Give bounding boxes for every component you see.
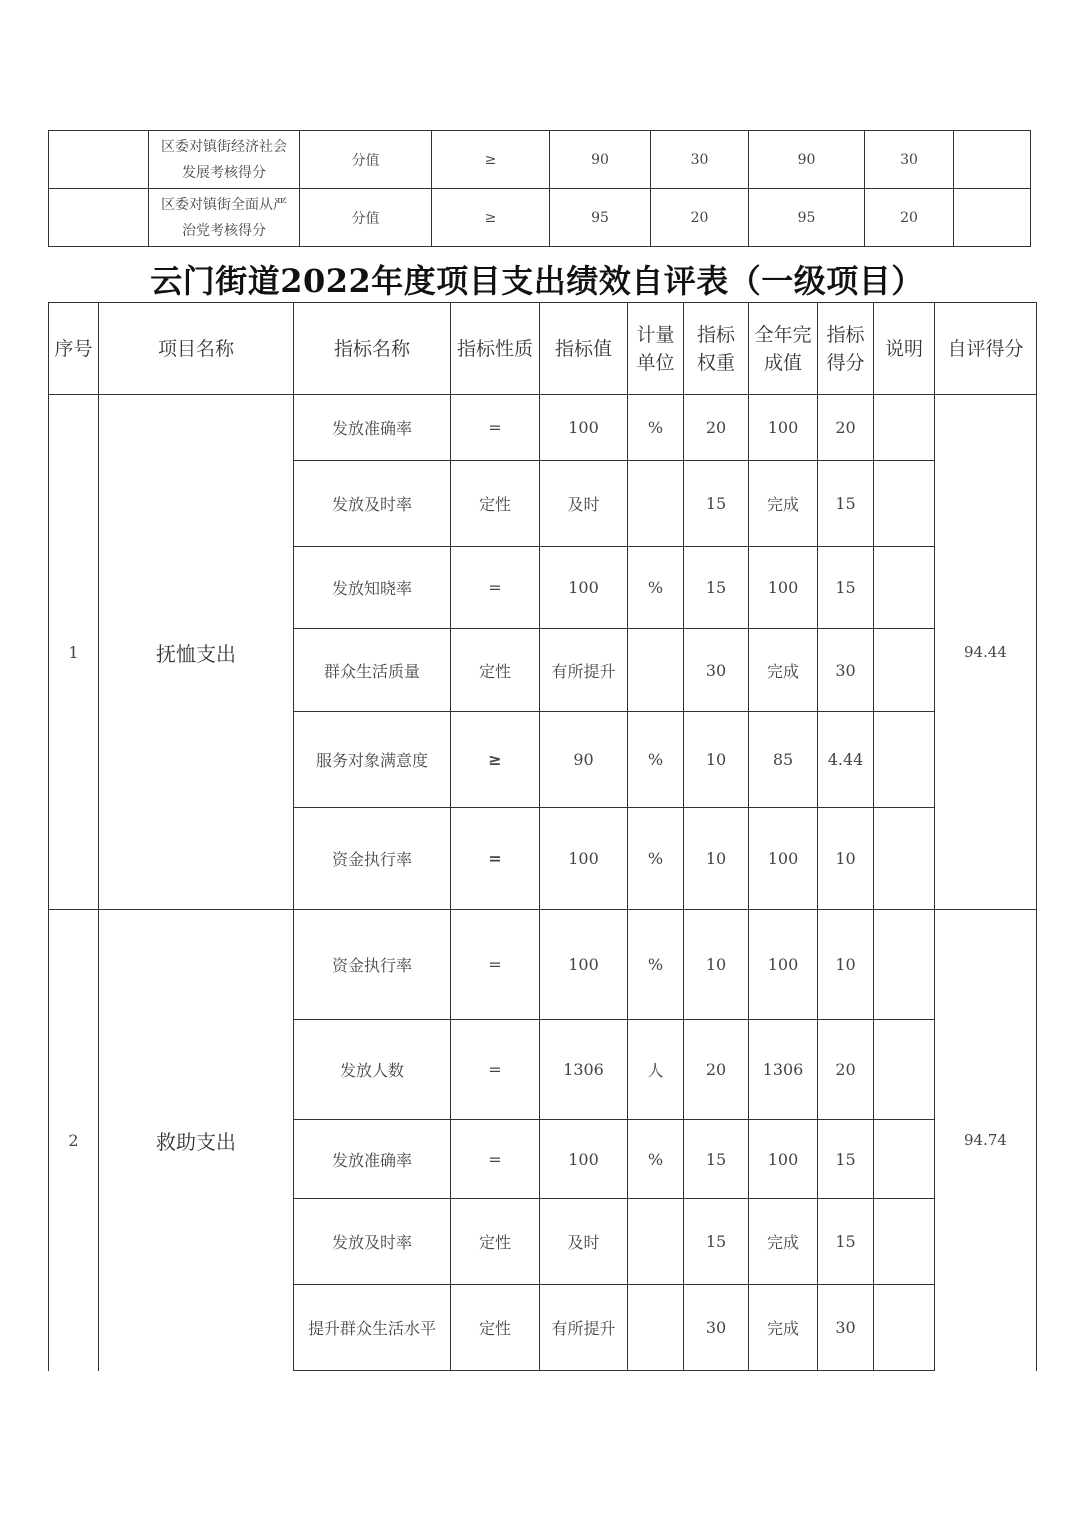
indicator-cell: 服务对象满意度 — [294, 712, 451, 808]
header-nature: 指标性质 — [451, 303, 540, 395]
score-cell: 10 — [818, 808, 874, 910]
table-row — [49, 395, 1037, 461]
blank-cell — [49, 189, 149, 247]
indicator-cell: 发放及时率 — [294, 461, 451, 547]
actual-cell: 100 — [749, 1120, 818, 1199]
page-title: 云门街道2022年度项目支出绩效自评表（一级项目） — [150, 262, 924, 300]
header-weight-line: 指标 — [696, 323, 735, 346]
score-cell: 15 — [818, 547, 874, 629]
nature-cell: = — [451, 395, 540, 461]
indicator-name-cell — [149, 189, 300, 247]
actual-cell: 85 — [749, 712, 818, 808]
weight-cell: 20 — [684, 395, 749, 461]
indicator-cell: 资金执行率 — [294, 910, 451, 1020]
value-cell: 90 — [540, 712, 628, 808]
unit-cell: 分值 — [300, 131, 432, 189]
actual-cell: 95 — [749, 189, 865, 247]
unit-cell: % — [628, 910, 684, 1020]
note-cell — [874, 1285, 935, 1371]
weight-cell: 15 — [684, 547, 749, 629]
header-actual-line: 成值 — [763, 351, 802, 374]
indicator-cell: 发放人数 — [294, 1020, 451, 1120]
value-cell: 100 — [540, 395, 628, 461]
actual-cell: 完成 — [749, 1285, 818, 1371]
project-name-cell: 抚恤支出 — [99, 395, 294, 910]
nature-cell: = — [451, 808, 540, 910]
score-cell: 20 — [818, 395, 874, 461]
self-score-cell: 94.44 — [935, 395, 1037, 910]
header-actual — [749, 303, 818, 395]
header-score-line: 得分 — [826, 351, 865, 374]
weight-cell: 20 — [684, 1020, 749, 1120]
seq-cell: 2 — [49, 910, 99, 1371]
note-cell — [874, 712, 935, 808]
header-score — [818, 303, 874, 395]
score-cell: 30 — [818, 629, 874, 712]
score-cell: 30 — [818, 1285, 874, 1371]
indicator-name-cell — [149, 131, 300, 189]
nature-cell: ≥ — [451, 712, 540, 808]
value-cell: 100 — [540, 910, 628, 1020]
header-weight — [684, 303, 749, 395]
note-cell — [874, 395, 935, 461]
unit-cell — [628, 1199, 684, 1285]
nature-cell: = — [451, 1020, 540, 1120]
indicator-name-line: 区委对镇街全面从严 — [161, 196, 287, 213]
value-cell: 100 — [540, 1120, 628, 1199]
target-cell: 95 — [550, 189, 651, 247]
table-row — [49, 131, 1031, 189]
actual-cell: 完成 — [749, 1199, 818, 1285]
indicator-cell: 发放准确率 — [294, 395, 451, 461]
unit-cell: % — [628, 712, 684, 808]
nature-cell: ≥ — [432, 189, 550, 247]
unit-cell: 人 — [628, 1020, 684, 1120]
note-cell — [874, 1120, 935, 1199]
score-cell: 15 — [818, 461, 874, 547]
score-cell: 20 — [818, 1020, 874, 1120]
value-cell: 有所提升 — [540, 1285, 628, 1371]
actual-cell: 完成 — [749, 629, 818, 712]
header-project: 项目名称 — [99, 303, 294, 395]
score-cell: 15 — [818, 1120, 874, 1199]
weight-cell: 10 — [684, 910, 749, 1020]
nature-cell: = — [451, 1120, 540, 1199]
note-cell — [954, 131, 1031, 189]
header-unit-line: 计量 — [636, 323, 675, 346]
note-cell — [874, 629, 935, 712]
value-cell: 及时 — [540, 1199, 628, 1285]
actual-cell: 100 — [749, 910, 818, 1020]
header-actual-line: 全年完 — [754, 323, 812, 346]
header-weight-line: 权重 — [696, 351, 735, 374]
weight-cell: 15 — [684, 1120, 749, 1199]
value-cell: 1306 — [540, 1020, 628, 1120]
indicator-cell: 提升群众生活水平 — [294, 1285, 451, 1371]
header-unit — [628, 303, 684, 395]
blank-cell — [49, 131, 149, 189]
nature-cell: ≥ — [432, 131, 550, 189]
unit-cell: % — [628, 547, 684, 629]
weight-cell: 30 — [651, 131, 749, 189]
nature-cell: = — [451, 547, 540, 629]
note-cell — [874, 1199, 935, 1285]
weight-cell: 10 — [684, 808, 749, 910]
header-self-score: 自评得分 — [935, 303, 1037, 395]
weight-cell: 30 — [684, 1285, 749, 1371]
note-cell — [874, 1020, 935, 1120]
actual-cell: 90 — [749, 131, 865, 189]
note-cell — [874, 547, 935, 629]
performance-table — [48, 302, 1037, 1371]
unit-cell — [628, 461, 684, 547]
indicator-cell: 群众生活质量 — [294, 629, 451, 712]
weight-cell: 15 — [684, 1199, 749, 1285]
weight-cell: 20 — [651, 189, 749, 247]
note-cell — [874, 808, 935, 910]
actual-cell: 100 — [749, 547, 818, 629]
nature-cell: 定性 — [451, 1199, 540, 1285]
header-note: 说明 — [874, 303, 935, 395]
continuation-table — [48, 130, 1031, 247]
unit-cell: % — [628, 395, 684, 461]
value-cell: 100 — [540, 808, 628, 910]
project-name-cell: 救助支出 — [99, 910, 294, 1371]
weight-cell: 30 — [684, 629, 749, 712]
unit-cell — [628, 1285, 684, 1371]
seq-cell: 1 — [49, 395, 99, 910]
note-cell — [954, 189, 1031, 247]
indicator-cell: 资金执行率 — [294, 808, 451, 910]
indicator-name-line: 区委对镇街经济社会 — [161, 138, 287, 155]
value-cell: 有所提升 — [540, 629, 628, 712]
weight-cell: 10 — [684, 712, 749, 808]
score-cell: 30 — [865, 131, 954, 189]
unit-cell: % — [628, 808, 684, 910]
header-unit-line: 单位 — [636, 351, 675, 374]
header-indicator: 指标名称 — [294, 303, 451, 395]
actual-cell: 100 — [749, 395, 818, 461]
table-row — [49, 910, 1037, 1020]
weight-cell: 15 — [684, 461, 749, 547]
header-row — [49, 303, 1037, 395]
indicator-cell: 发放及时率 — [294, 1199, 451, 1285]
score-cell: 15 — [818, 1199, 874, 1285]
score-cell: 4.44 — [818, 712, 874, 808]
unit-cell: 分值 — [300, 189, 432, 247]
header-value: 指标值 — [540, 303, 628, 395]
nature-cell: 定性 — [451, 461, 540, 547]
header-score-line: 指标 — [826, 323, 865, 346]
table-row — [49, 189, 1031, 247]
indicator-cell: 发放准确率 — [294, 1120, 451, 1199]
nature-cell: 定性 — [451, 1285, 540, 1371]
target-cell: 90 — [550, 131, 651, 189]
score-cell: 20 — [865, 189, 954, 247]
header-seq: 序号 — [49, 303, 99, 395]
value-cell: 100 — [540, 547, 628, 629]
actual-cell: 完成 — [749, 461, 818, 547]
score-cell: 10 — [818, 910, 874, 1020]
note-cell — [874, 461, 935, 547]
unit-cell — [628, 629, 684, 712]
indicator-cell: 发放知晓率 — [294, 547, 451, 629]
actual-cell: 1306 — [749, 1020, 818, 1120]
indicator-name-line: 治党考核得分 — [182, 222, 266, 239]
actual-cell: 100 — [749, 808, 818, 910]
nature-cell: 定性 — [451, 629, 540, 712]
nature-cell: = — [451, 910, 540, 1020]
self-score-cell: 94.74 — [935, 910, 1037, 1371]
value-cell: 及时 — [540, 461, 628, 547]
indicator-name-line: 发展考核得分 — [182, 164, 266, 181]
unit-cell: % — [628, 1120, 684, 1199]
note-cell — [874, 910, 935, 1020]
